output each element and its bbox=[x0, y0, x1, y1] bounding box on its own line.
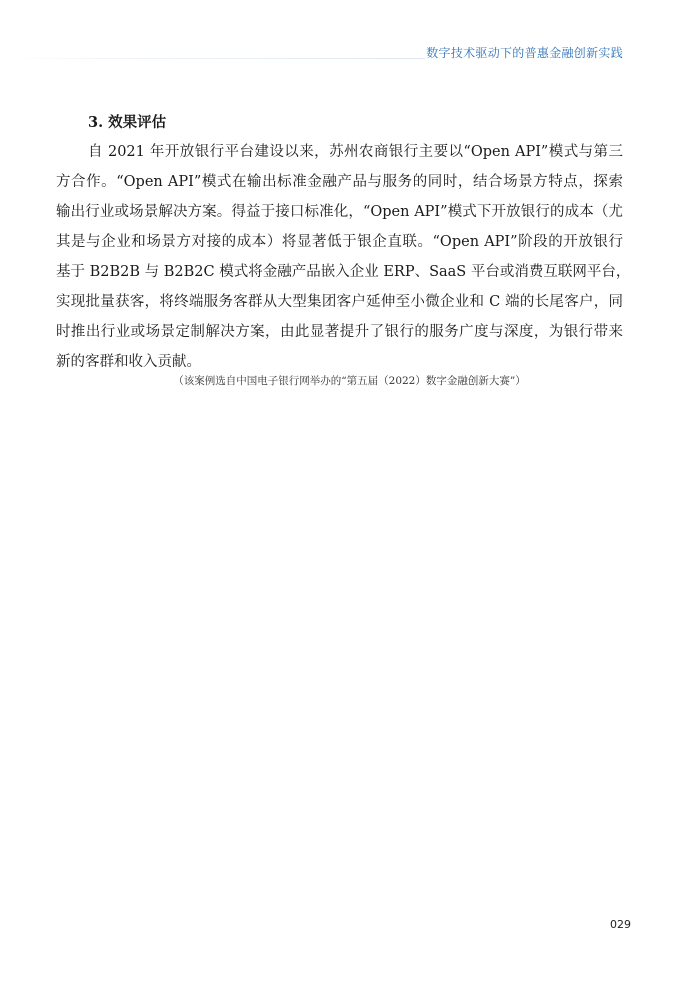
paragraph-line: 自 2021 年开放银行平台建设以来，苏州农商银行主要以“Open API”模式与第三 bbox=[88, 144, 623, 160]
paragraph-line: 输出行业或场景解决方案。得益于接口标准化，“Open API”模式下开放银行的成本（尤 bbox=[56, 204, 623, 220]
running-header-title: 数字技术驱动下的普惠金融创新实践 bbox=[426, 46, 623, 60]
main-content bbox=[56, 108, 631, 377]
case-source-note: （该案例选自中国电子银行网举办的“第五届（2022）数字金融创新大赛”） bbox=[173, 375, 526, 387]
paragraph-line: 方合作。“Open API”模式在输出标准金融产品与服务的同时，结合场景方特点，探索 bbox=[56, 174, 623, 190]
body-paragraph bbox=[56, 137, 631, 377]
header-divider bbox=[0, 58, 425, 59]
paragraph-line: 新的客群和收入贡献。 bbox=[56, 354, 201, 370]
paragraph-line: 时推出行业或场景定制解决方案，由此显著提升了银行的服务广度与深度，为银行带来 bbox=[56, 324, 623, 340]
page-number: 029 bbox=[610, 918, 631, 931]
paragraph-line: 其是与企业和场景方对接的成本）将显著低于银企直联。“Open API”阶段的开放银行 bbox=[56, 234, 623, 250]
paragraph-line: 基于 B2B2B 与 B2B2C 模式将金融产品嵌入企业 ERP、SaaS 平台或消费互联网平台， bbox=[56, 264, 631, 280]
section-heading: 3. 效果评估 bbox=[88, 114, 167, 131]
paragraph-line: 实现批量获客，将终端服务客群从大型集团客户延伸至小微企业和 C 端的长尾客户，同 bbox=[56, 294, 623, 310]
